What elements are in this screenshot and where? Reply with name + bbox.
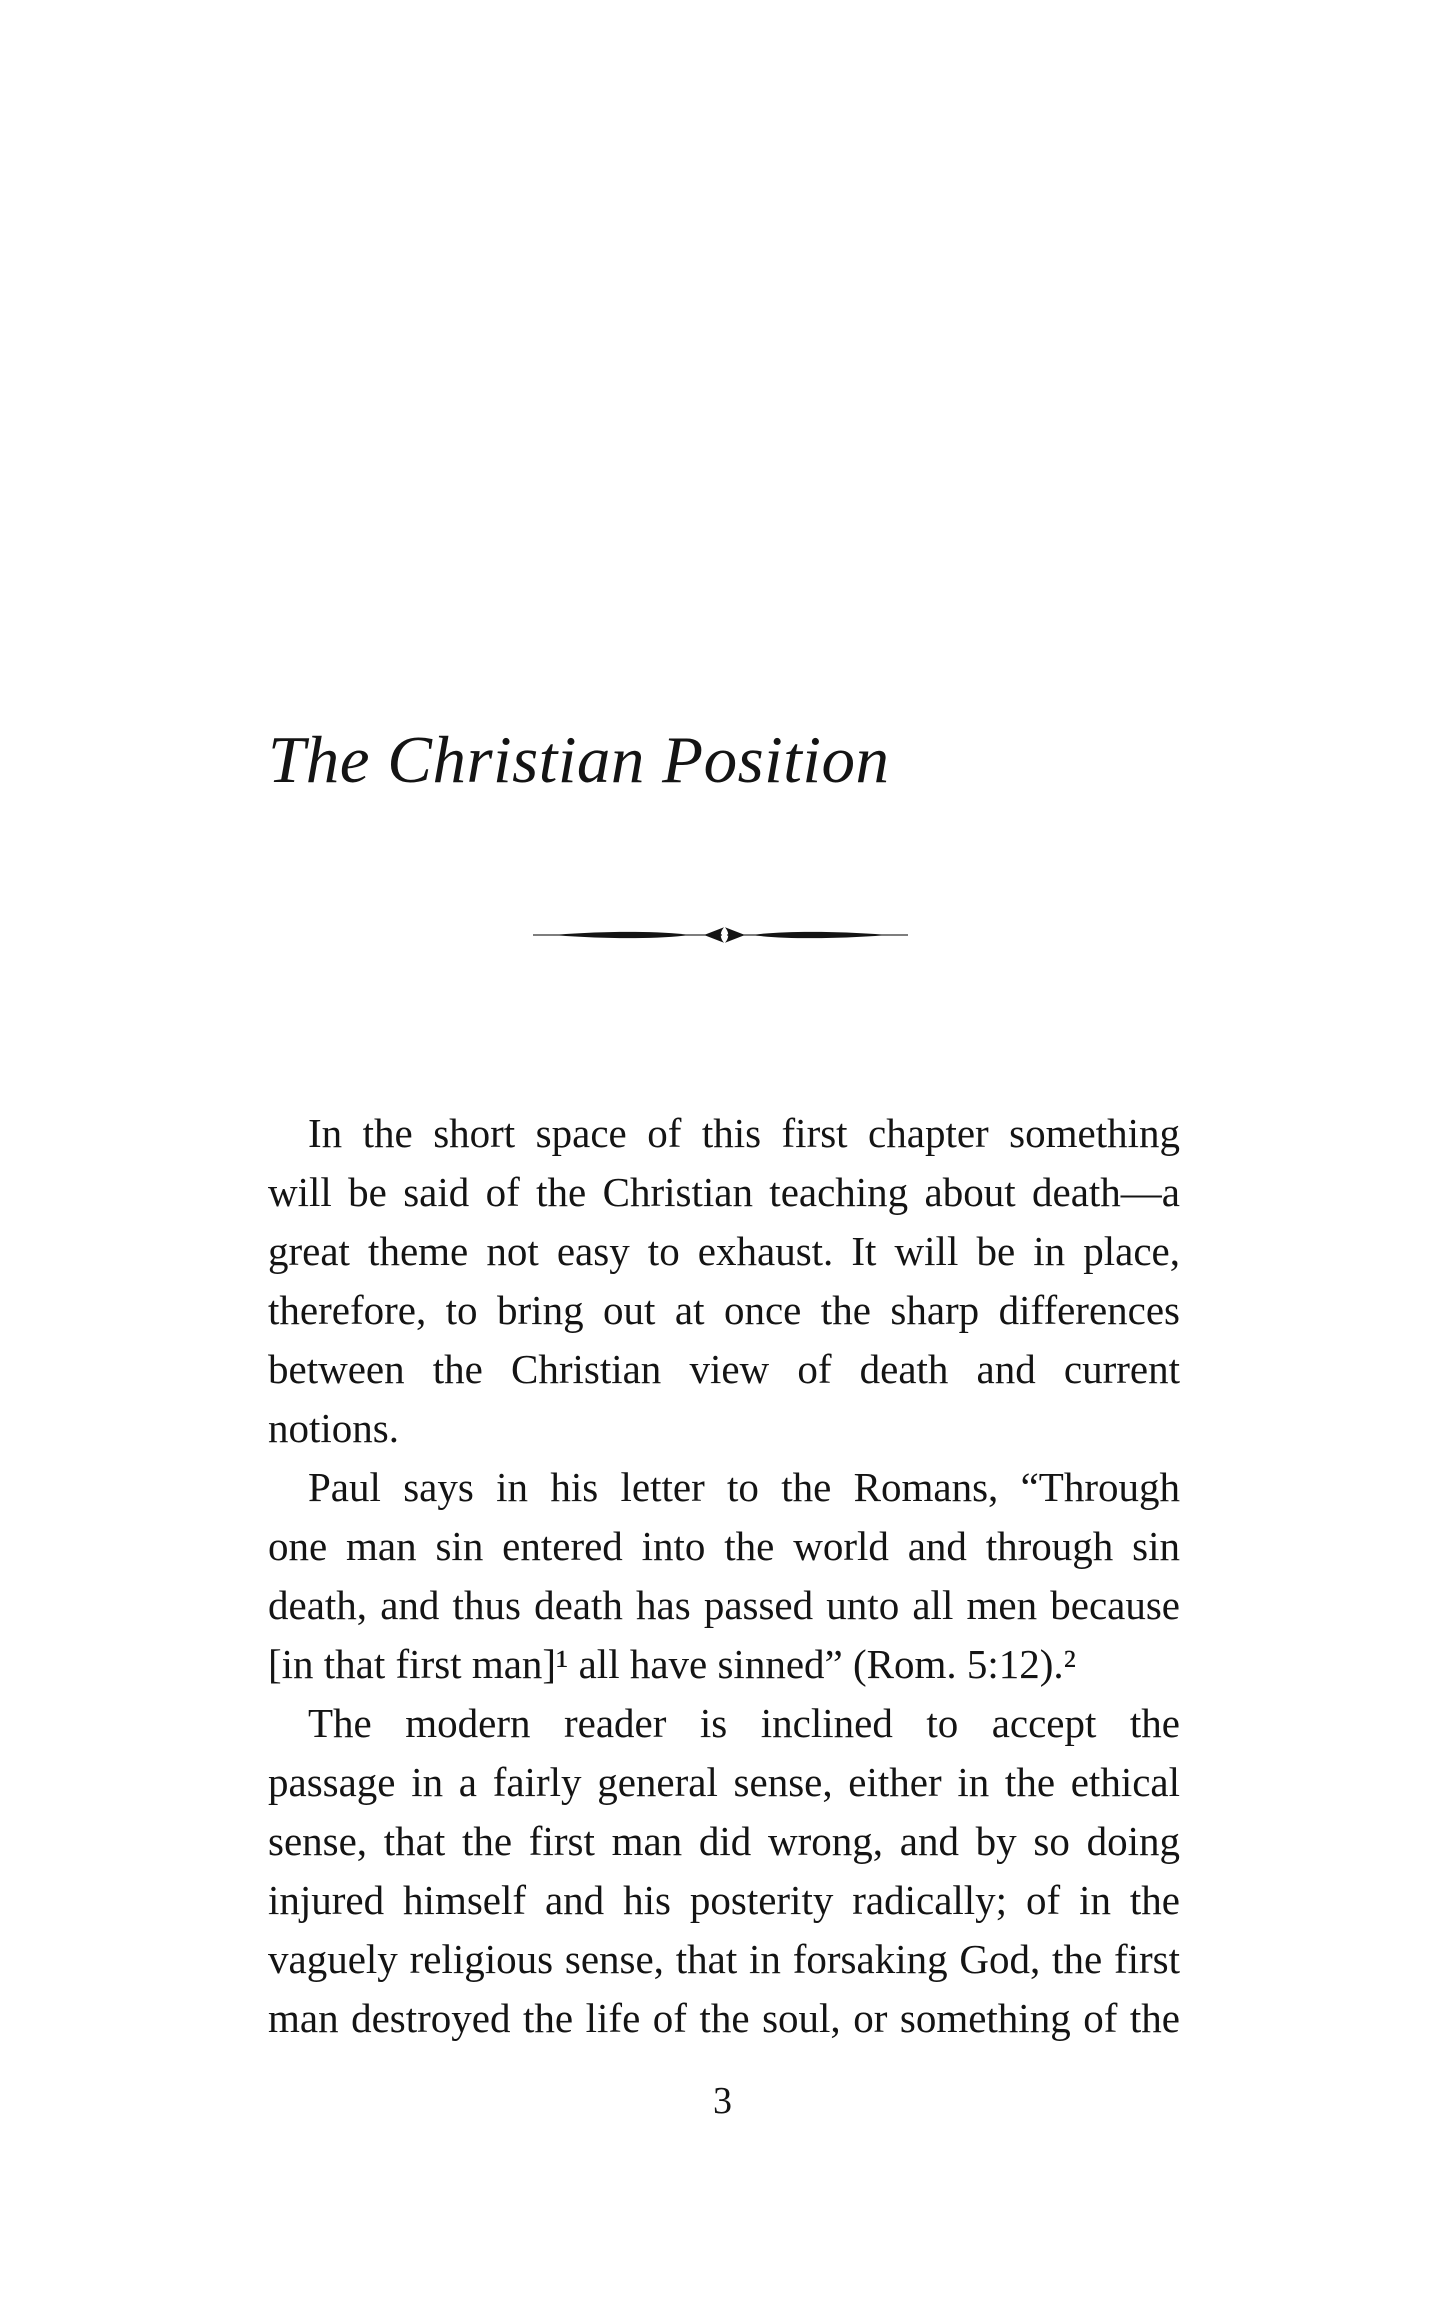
page-number: 3 [713,2080,732,2122]
text-line: passage in a fairly general sense, either in the ethical [268,1759,1180,1805]
text-line: Paul says in his letter to the Romans, “Through [308,1464,1180,1510]
text-line: The modern reader is inclined to accept the [308,1700,1180,1746]
section-divider [533,922,908,948]
text-line: will be said of the Christian teaching about death—a [268,1169,1180,1215]
text-line: between the Christian view of death and current [268,1346,1180,1392]
text-line: one man sin entered into the world and through sin [268,1523,1180,1569]
text-line: notions. [268,1405,399,1451]
text-line: vaguely religious sense, that in forsaking God, the first [268,1936,1180,1982]
chapter-title: The Christian Position [268,723,890,797]
text-line: injured himself and his posterity radically; of in the [268,1877,1180,1923]
divider-ornament-icon [533,922,908,948]
paragraph [268,1104,1180,1458]
body-text [268,1104,1180,2048]
text-line: [in that first man]¹ all have sinned” (Rom. 5:12).² [268,1641,1076,1687]
text-line: great theme not easy to exhaust. It will be in place, [268,1228,1180,1274]
paragraph [268,1458,1180,1694]
text-line: In the short space of this first chapter something [308,1110,1180,1156]
text-line: man destroyed the life of the soul, or something of the [268,1995,1180,2041]
text-line: therefore, to bring out at once the sharp differences [268,1287,1180,1333]
text-line: sense, that the first man did wrong, and by so doing [268,1818,1180,1864]
text-line: death, and thus death has passed unto all men because [268,1582,1180,1628]
paragraph [268,1694,1180,2048]
